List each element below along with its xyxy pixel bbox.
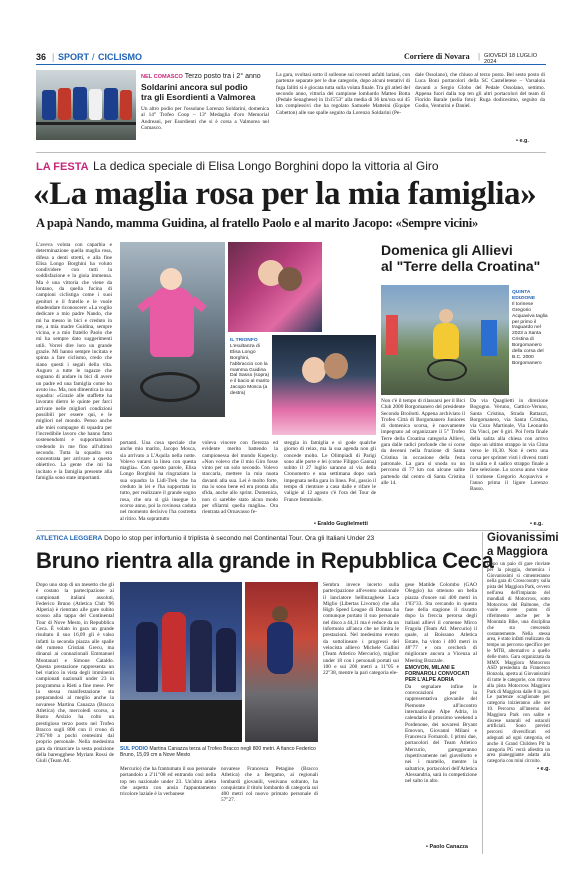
allievi-headline xyxy=(381,242,551,274)
athletics-kicker-line xyxy=(36,534,466,543)
top-story-title xyxy=(141,72,281,102)
feature-hug-photo xyxy=(228,242,322,332)
athletics-headline: Bruno rientra alla grande in Repubblica Ceca xyxy=(36,548,494,573)
giovanissimi-signature: • e.g. xyxy=(537,765,550,772)
top-story-title-line3: tra gli Esordienti a Valmorea xyxy=(141,92,256,102)
athletics-col5-heading: EMOVON, MILANI E FORNAROLI CONVOCATI PER L'ALPE ADRIA xyxy=(405,664,470,684)
feature-caption-title: IL TRIONFO xyxy=(230,338,258,343)
athletics-col5b: Da segnalare infine le convocazioni per la rappresentativa giovanile del Piemonte all'incontro internazionale Alpe Adria, in calendario il prossimo weekend a Pordenone, dei novaresi Bryant Emovon, Giovanni Milani e Francesca Fornaroli. I primi due, portacolori del Team Atletico Mercurio, gareggeranno rispettivamente nel giavellotto e nei i martello, mentre la saltatrice, portacolori dell'Atletica Alessandria, sarà in competizione nel salto in alto. xyxy=(405,683,477,785)
page-number: 36 xyxy=(36,52,47,62)
athletics-col3: novarese Francesca Petagine (Bracco Atletica) che a Bergamo, ai regionali lombardi giovanili, venivano soltanto, ha conquistato il titolo lombardo di categoria sui 400 metri col nuovo primato personale di 57"27. xyxy=(221,766,318,804)
feature-kicker: LA FESTA xyxy=(36,161,89,173)
section-divider: | xyxy=(52,52,55,62)
allievi-caption xyxy=(512,290,552,367)
giovanissimi-box xyxy=(482,532,559,854)
athletics-col5: gese Matilde Colombo (GAO Oleggio) ha ottenuto un bella piazza d'onore sui 400 metri in 1'03"33. Sta cercando in questa fase della stagione il riscatto dopo la freccia perorsa degli italiani allievi il comense Mirco Fragola (Team Atl. Mercurio) il quale, al Boissano Atletica Estate, ha vinto i 400 metri in 48"77 e ora cercherà di migliorare ancora a Vicenza al Meeting Brazzale. xyxy=(405,582,477,664)
top-story-kicker: NEL COMASCO xyxy=(141,74,183,80)
divider-2 xyxy=(36,530,546,531)
athletics-jump-photo xyxy=(245,582,318,742)
athletics-caption-title: SUL PODIO xyxy=(120,746,148,752)
giovanissimi-body: Dopo un paio di gare rinviate per la pioggia, domenica i Giovanissimi si cimenteranno nella gara di Crosscountry sulla pista del Maggiora Park, ovvero nell'area dell'impianto del mondiali di Motocross, sotto Motocross del Balmone, che vuole avere punto di riferimento anche per le Mountain Bike, una disciplina che sta crescendo costantemente. Nella stessa area, è stato infatti realizzato da tempo un percorso specifico per le MTB, alternativo a quello delle moto. Gara organizzata da MMX Maggiora Motocross ASD presieduta da Francesco Bonzola, aperta ai Giovanissimi di tutte le categorie, con ritrovo alla pista Motocross Maggiora Park di Maggiora dalle 8 in poi. Le partenze scaglionate per categoria inizieranno alle ore 10. Percorso all'interno del Maggiora Park con salite e discese naturali ed ostacoli artificiali. Sono previsti percorsi diversificati ed adeguati ad ogni categoria, ed anche il Grand Children Pit la categoria PG verrà allestita un area pianeggiante adatta alla categoria con mini circuito. xyxy=(487,562,550,765)
athletics-kicker: ATLETICA LEGGERA xyxy=(36,535,103,542)
feature-caption-text: L'esultanza di Elisa Longo Borghini, l'abbraccio con la mamma Guidina Dal Sasso (sopra) e il bacio al marito Jacopo Mosca (a destra) xyxy=(230,343,270,397)
issue-date: GIOVEDÌ 18 LUGLIO 2024 xyxy=(484,53,538,65)
feature-subhead: A papà Nando, mamma Guidina, al fratello Paolo e al marito Jacopo: «Sempre vicini» xyxy=(36,216,479,230)
allievi-caption-text: Il torinese Gregorio Acquaviva taglia per primo il traguardo nel 2023 a Santa Cristina di Borgomanero della corsa del B.C. 2000 Borgomanero xyxy=(512,301,548,366)
athletics-col5-block xyxy=(405,582,477,785)
feature-main-photo xyxy=(120,242,225,417)
top-story-title-line2: Soldarini ancora sul podio xyxy=(141,82,248,92)
allievi-signature: • e.g. xyxy=(530,521,543,527)
athletics-caption xyxy=(120,746,320,758)
feature-kicker-rest: La dedica speciale di Elisa Longo Borghini dopo la vittoria al Giro xyxy=(93,159,439,173)
athletics-caption-text: Martina Canazza terza al Trofeo Bracco negli 800 metri. A fianco Federico Bruno, 15,09 cm a Nove Mesto xyxy=(120,746,316,759)
athletics-col1: Dopo uno stop di un mesetto che gli è costato la partecipazione ai campionati italiani assoluti, Federico Bruno (Atletica Club '96 Alperia) è rientrato alle gare subito scosso alla tappa del Continental Tour di Nove Mesto, in Repubblica Ceca. È volato in gara un grande risultato il suo 16,09 gli è valso infatti la seconda piazza alle spalle del rumeno Cristian Grecu, ma dinanzi ai connazionali Emmanuel Montanari e Simone Cataldo. Questa prestazione rappresenta un bel viatico in vista degli imminenti campionati nazionali under 23 in programma a Rieti a fine mese. Per la stessa manifestazione sta preparandosi al meglio anche la novarese Martina Canazza (Bracco Atletica) che, mercoledì scorso, a Busto Arsizio ha colto un prestigioso terzo posto nel Trofeo Bracco sugli 800 con il crono di 2'05"80 a pochi centesimi dal proprio personale. Nella medesima gara da rimarcare la sesta posizione della barengghese Myriam Rossi de Giuli (Team Atl. xyxy=(36,582,114,765)
top-story-col2: La gara, svoltasi sotto il solleone sui roventi asfalti lariani, con partenze separate per le due categorie, dopo alcuni tentativi di fuga falliti si è giocata tutta sulla volata finale. Tra gli atleti del secondo anno, vittoria del campione lombardo Matteo Botta (Pedale Senaghese) in 1h15'53" alla media di 36 km/ora sui 45 km complessivi che ha regolato Samuele Matteini (Equipe Cobetton) alle sue spalle seguito da Lorenzo Soldarini (Pe- xyxy=(276,72,410,116)
newspaper-divider: | xyxy=(478,52,481,61)
feature-kiss-photo xyxy=(272,335,376,435)
page-header xyxy=(36,52,546,65)
giovanissimi-headline-line1: Giovanissimi xyxy=(487,532,559,544)
cyclists-photo xyxy=(36,70,136,140)
athletics-signature: • Paolo Canazza xyxy=(426,844,468,850)
allievi-col1: Non c'è il tempo di rilassarsi per il Bici Club 2000 Borgomanero del presidente Secondo Broilotti. Appena archiviato il Trofeo Città di Borgomanero Juniores di domenica scorsa, è nuovamente impegnato ad organizzare il 5° Trofeo Terre della Croatina categoria Allievi, gara dalle radici profonde che si corse da decenni nella frazione di Santa Cristina in occasione della festa patronale. La gara si snoda su un percorso di 77 km con alcune salite partendo dal centro di Santa Cristina alle 14. xyxy=(381,398,465,486)
divider-1 xyxy=(36,152,546,153)
allievi-photo xyxy=(381,285,509,395)
feature-caption xyxy=(230,338,270,397)
allievi-headline-line2: al "Terre della Croatina" xyxy=(381,258,541,274)
top-story-title-line1: Terzo posto tra i 2° anno xyxy=(184,73,261,80)
section-slash: / xyxy=(92,52,95,62)
feature-headline: «La maglia rosa per la mia famiglia» xyxy=(33,176,537,212)
feature-signature: • Eraldo Guglielmetti xyxy=(314,521,368,527)
newspaper-name: Corriere di Novara xyxy=(404,52,470,61)
feature-kicker-line xyxy=(36,157,556,175)
allievi-caption-title: QUINTA EDIZIONE xyxy=(512,290,536,301)
allievi-col2: Da via Quaglietti in direzione Bogogno. Veruno, Gattico-Veruno, Santa Cristina, Strada Rattazzi, Borgomanero, via Santa Cristina, via Cozo Martinale, Via Leonardo Da Vinci, per 6 giri. Poi l'erta finale della salita alla chiesa con arrivo dopo un ultimo strappo in via Cima verso le 16,30. Non è certo una corsa per sprinter visti i diversi tratti in salita e il sadico strappo finale a fare selezione. Lo scorso anno vinse il torinese Gregorio Acquaviva e l'anno prima il ligure Lorenzo Basso. xyxy=(470,398,548,493)
top-story-col1: Un altro podio per l'ossolano Lorenzo Soldarini, domenica al 14° Trofeo Coop – 13ª Medaglia d'oro Memorial Andreani, per Esordienti che si è corsa a Valmorea nel Comasco. xyxy=(141,106,269,131)
subsection-name: CICLISMO xyxy=(98,52,142,62)
athletics-col2: Mercurio) che ha frantumato il suo personale portandolo a 2'11"08 ed entrando così nella top ten nazionale under 23. Un'altra atleta che aspetta con ansia l'appuntamento tricolore laziale è la verbanese xyxy=(120,766,216,798)
top-story-signature: • e.g. xyxy=(516,138,529,144)
allievi-headline-line1: Domenica gli Allievi xyxy=(381,242,513,258)
feature-col2: portanti. Una cosa speciale che anche mio marito, Jacopo Mosca, sia arrivato a L'Aquila nella notte. Volevo vararsi la linea con questa maglia». Con questo parole, Elisa Longo Borghini ha ringraziato la sua squadra la Lidl-Trek che ha creduto in lei e l'ha supportata in tutto, per realizzare il grande sogno rosa, che ora si già insegue lo scorso anno, poi la rovinosa caduta nel momento decisivo l'ha costretta al ritiro. Ma soprattutto xyxy=(120,440,196,522)
athletics-kicker-rest: Dopo lo stop per infortunio il triplista è secondo nel Continental Tour. Ora gli Italiani Under 23 xyxy=(104,535,375,542)
section-name: SPORT xyxy=(58,52,90,62)
athletics-podium-photo xyxy=(120,582,242,742)
feature-col1: L'aveva voluta con caparbia e determinazione quella maglia rosa, difesa a denti stretti, e alla fine Elisa Longo Borghini ha voluto condividere con tutti la soddisfazione e la gioia immensa. Ma è una vittoria che viene da lontano, da quella fucina di campioni ciclistiga come i suoi genitori e il fratello e le vuole ebadendare riconoscere: «La voglio dedicare a mio padre Nando, che mi ha messo in bici e creduto in me, a mia madre Guidina, sempre vicina, e a mio fratello Paolo che mi ha sempre dato suggerimenti utili. Vorrei dire loro un grande grazie. Mi hanno sempre incitata e spinta a fare ciclismo, credo che siano questi i segali della vita. Auguro a tutte le ragazze che sognano di andare in bici di avere un padre ed una famiglia come ho avuto io». Ma, non dimentica la sua squadra: «Grazie alle staffette ha lavorato dietro le quinte per farci arrivare nelle migliori condizioni possibili per essere qui, e le migliori nel mondo. Penso anche alle miei compagne di squadra per l'incredibile lavoro che hanno fatto sostenendomi e supportandomi credendo in me fino all'ultimo secondo. Tutta la squadra era concentrata per arrivare a questo obiettivo. La gente che mi ha incitato e la famiglia presente alla famiglia sono state importanti. xyxy=(36,242,112,481)
giovanissimi-headline-line2: a Maggiora xyxy=(487,545,548,558)
feature-col3: voleva vincere con fierezza ed evidente merito battendo la campionessa del mondo Kopecky. «Non volevo che il mio Giro fosse vinto per un solo secondo. Volevo staccarla, mettere la mia nuota davanti alla sua. Lei è molto forte, ma io sono bene ed era pronta alla sfida, anche allo sprint. Domenica, non ci sarebbe stato alcun modo per sfilarmi quella maglia». Ora rientrata ad Ornavasso fe- xyxy=(202,440,278,516)
giovanissimi-headline xyxy=(487,532,559,559)
feature-col4: steggia in famiglia e si gode qualche giorno di relax, ma la sua agenda non gli concede molto. Le Olimpiadi di Parigi sono alle porte e lei (come Filippo Ganna) subito il 27 luglio saranno al via della Cronometro e una settimana dopo sarà impegnata nella gara in linea. Poi, gassio il tempo di rientrare a casa dalle e rifare le valigie al 12 agosto c'è l'ora del Tour de France femminile. xyxy=(284,440,376,503)
top-story-col3: dale Ossolano), che chiuso al terzo posto. Bel sesto posto di Luca Boni portacolori della SC Castelletese – Varsaloia davanti a Sergio Globo del Pedale Ossolano, settimo. Appena fuori dalla top ten gli altri portacolori del team di Fiorido Barale (nella foto): Ruga dodicesimo, seguito da Godio, Venturini e Daniel. xyxy=(415,72,545,110)
athletics-col4: Sembra invece incerto sulla partecipazione all'evento nazionale il lanciatore bellinzaghese Luca Miglio (Libertas Livorno) che alla High Speed League di Donnas ha comunque portato il suo personale nel disco a 44,11 ma è reduce da un infortunio all'anca che ne limita le prestazioni. Nel medesimo evento da sottolineare i progressi del velocista allievo Michele Gallini (Team Atletico Mercurio), miglior under 18 con i personali portati sui 100 e sui 200 metri a 11"05 e 22"38, mentre la pari categoria ele- xyxy=(323,582,399,677)
